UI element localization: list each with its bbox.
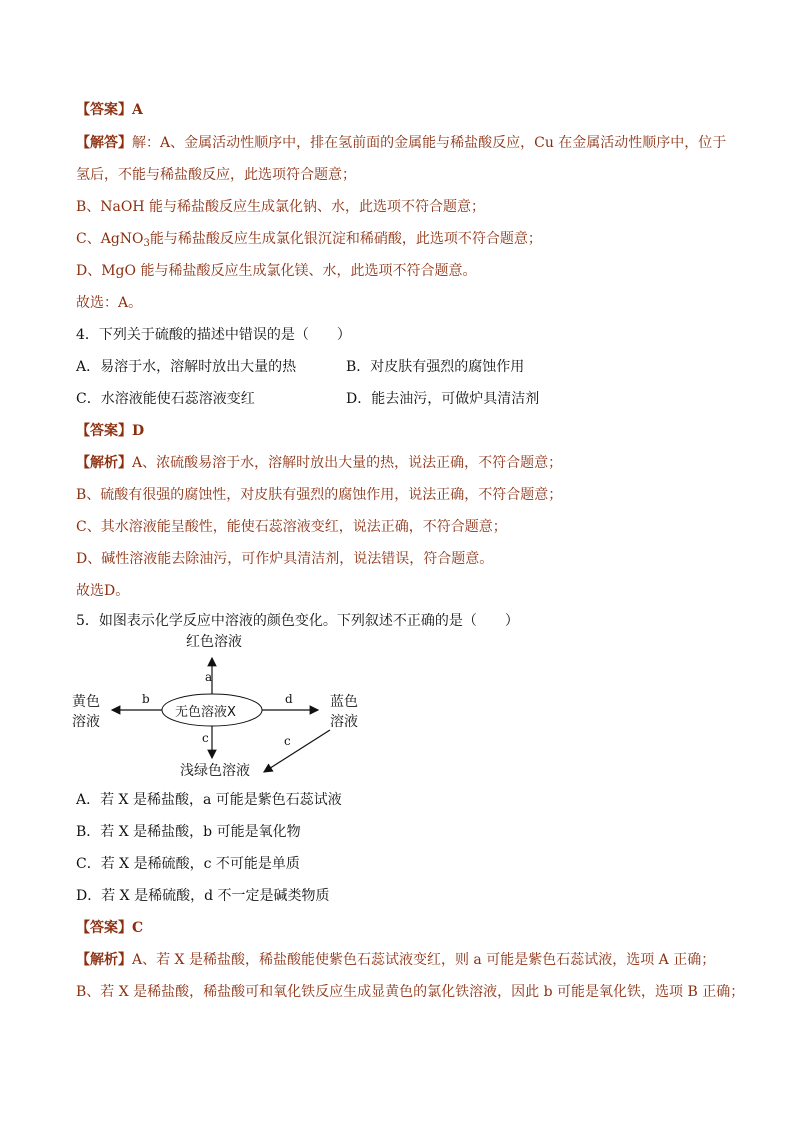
q4-conclusion: 故选D。 bbox=[76, 583, 130, 599]
label-yellow-line1: 黄色 bbox=[72, 694, 100, 710]
q5-answer: 【答案】C bbox=[76, 920, 144, 936]
q3-c-subscript: 3 bbox=[143, 238, 150, 249]
q4-explanation-a bbox=[76, 453, 726, 473]
q4-option-d: D．能去油污，可做炉具清洁剂 bbox=[346, 391, 540, 407]
q5-explain-text-a: A、若 X 是稀盐酸，稀盐酸能使紫色石蕊试液变红，则 a 可能是紫色石蕊试液，选项 A 正确； bbox=[132, 952, 716, 968]
label-light-green-solution: 浅绿色溶液 bbox=[180, 763, 250, 779]
q4-explain-text-a: A、浓硫酸易溶于水，溶解时放出大量的热，说法正确，不符合题意； bbox=[132, 455, 563, 471]
q5-stem: 5．如图表示化学反应中溶液的颜色变化。下列叙述不正确的是（ ） bbox=[76, 613, 519, 629]
letter-c-down: c bbox=[202, 731, 209, 745]
q4-explanation-c: C、其水溶液能呈酸性，能使石蕊溶液变红，说法正确，不符合题意； bbox=[76, 519, 507, 535]
q4-explanation-b: B、硫酸有很强的腐蚀性，对皮肤有强烈的腐蚀作用，说法正确，不符合题意； bbox=[76, 487, 563, 503]
q4-option-a: A．易溶于水，溶解时放出大量的热 bbox=[76, 359, 297, 375]
q3-conclusion: 故选：A。 bbox=[76, 295, 143, 311]
letter-c-diagonal: c bbox=[284, 734, 291, 748]
label-blue-line2: 溶液 bbox=[330, 714, 358, 730]
q4-stem: 4．下列关于硫酸的描述中错误的是（ ） bbox=[76, 327, 351, 343]
q4-explain-tag: 【解析】 bbox=[76, 455, 132, 471]
q3-explanation-d: D、MgO 能与稀盐酸反应生成氯化镁、水，此选项不符合题意。 bbox=[76, 263, 477, 279]
letter-a: a bbox=[205, 670, 213, 684]
q5-option-c: C．若 X 是稀硫酸，c 不可能是单质 bbox=[76, 856, 300, 872]
q3-explain-tag: 【解答】 bbox=[76, 135, 132, 151]
q4-explanation-d: D、碱性溶液能去除油污，可作炉具清洁剂，说法错误，符合题意。 bbox=[76, 551, 494, 567]
q5-option-b: B．若 X 是稀盐酸，b 可能是氧化物 bbox=[76, 824, 301, 840]
q3-explanation-b: B、NaOH 能与稀盐酸反应生成氯化钠、水，此选项不符合题意； bbox=[76, 199, 486, 215]
q5-explanation-a bbox=[76, 950, 726, 970]
q3-explanation-line-1 bbox=[76, 133, 726, 153]
q5-explain-tag: 【解析】 bbox=[76, 952, 132, 968]
q4-option-b: B．对皮肤有强烈的腐蚀作用 bbox=[346, 359, 525, 375]
q3-c-formula: C、AgNO bbox=[76, 231, 144, 247]
q3-explanation-c bbox=[76, 229, 726, 254]
q5-option-d: D．若 X 是稀硫酸，d 不一定是碱类物质 bbox=[76, 888, 330, 904]
letter-b: b bbox=[142, 692, 150, 706]
q3-answer: 【答案】A bbox=[76, 102, 143, 118]
label-colorless-x: 无色溶液X bbox=[175, 705, 236, 720]
color-change-diagram bbox=[60, 632, 390, 782]
q5-option-a: A．若 X 是稀盐酸，a 可能是紫色石蕊试液 bbox=[76, 792, 342, 808]
label-blue-line1: 蓝色 bbox=[330, 694, 358, 710]
label-red-solution: 红色溶液 bbox=[186, 634, 242, 650]
label-yellow-line2: 溶液 bbox=[72, 714, 100, 730]
q4-answer: 【答案】D bbox=[76, 423, 145, 439]
q3-c-text: 能与稀盐酸反应生成氯化银沉淀和稀硝酸，此选项不符合题意； bbox=[149, 231, 542, 247]
q3-explain-text-1: 解：A、金属活动性顺序中，排在氢前面的金属能与稀盐酸反应，Cu 在金属活动性顺序中，位于 bbox=[132, 135, 727, 151]
q3-explanation-line-2: 氢后，不能与稀盐酸反应，此选项符合题意； bbox=[76, 167, 356, 183]
arrow-c-diagonal bbox=[264, 730, 330, 772]
q5-explanation-b: B、若 X 是稀盐酸，稀盐酸可和氧化铁反应生成显黄色的氯化铁溶液，因此 b 可能是氧化铁，选项 B 正确； bbox=[76, 984, 745, 1000]
q4-option-c: C．水溶液能使石蕊溶液变红 bbox=[76, 391, 255, 407]
letter-d: d bbox=[285, 692, 293, 706]
